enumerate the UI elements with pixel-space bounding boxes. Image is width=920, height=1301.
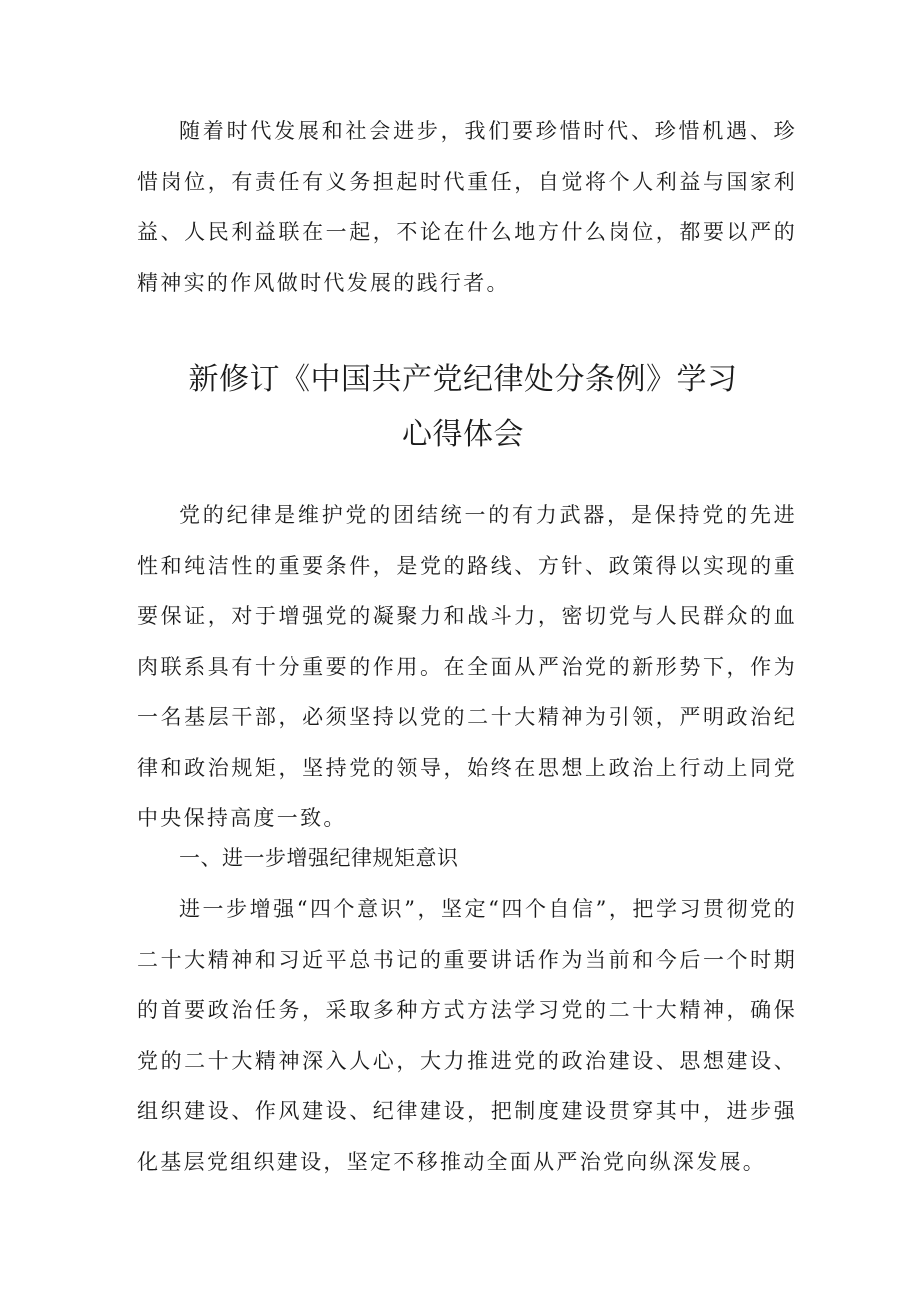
title-line: 新修订《中国共产党纪律处分条例》学习 xyxy=(188,362,738,397)
body-paragraph: 党的纪律是维护党的团结统一的有力武器，是保持党的先进性和纯洁性的重要条件，是党的路线、方针、政策得以实现的重要保证，对于增强党的凝聚力和战斗力，密切党与人民群众的血肉联系具有十分重要的作用。在全面从严治党的新形势下，作为一名基层干部，必须坚持以党的二十大精神为引领，严明政治纪律和政治规矩，坚持党的领导，始终在思想上政治上行动上同党中央保持高度一致。 xyxy=(137,503,797,830)
section-heading: 一、进一步增强纪律规矩意识 xyxy=(179,846,459,870)
document-title xyxy=(137,352,789,462)
body-paragraph: 随着时代发展和社会进步，我们要珍惜时代、珍惜机遇、珍惜岗位，有责任有义务担起时代重任，自觉将个人利益与国家利益、人民利益联在一起，不论在什么地方什么岗位，都要以严的精神实的作风做时代发展的践行者。 xyxy=(137,119,797,295)
title-line: 心得体会 xyxy=(402,417,524,452)
body-paragraph: 进一步增强“四个意识”，坚定“四个自信”，把学习贯彻党的二十大精神和习近平总书记的重要讲话作为当前和今后一个时期的首要政治任务，采取多种方式方法学习党的二十大精神，确保党的二十大精神深入人心，大力推进党的政治建设、思想建设、组织建设、作风建设、纪律建设，把制度建设贯穿其中，进步强化基层党组织建设，坚定不移推动全面从严治党向纵深发展。 xyxy=(137,897,797,1174)
